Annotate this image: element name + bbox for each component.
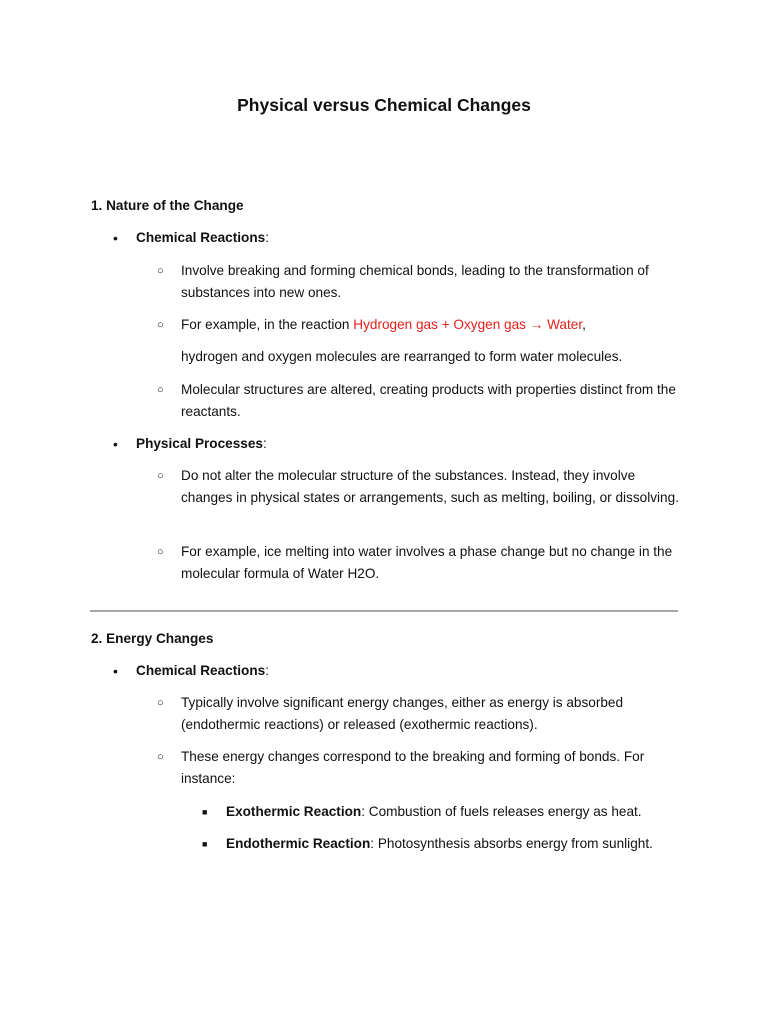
term-label: Chemical Reactions [136, 663, 266, 678]
section-divider [90, 610, 678, 612]
list-item-text: Molecular structures are altered, creating products with properties distinct from the reactants. [181, 382, 676, 419]
section-heading-energy: 2. Energy Changes [91, 631, 214, 646]
bullet-level2: ○ [157, 546, 164, 558]
list-item-endothermic: Endothermic Reaction: Photosynthesis absorbs energy from sunlight. [226, 836, 653, 851]
bullet-level2: ○ [157, 384, 164, 396]
list-item-physical-processes: Physical Processes: [136, 436, 267, 451]
bullet-level2: ○ [157, 265, 164, 277]
bullet-level3: ■ [202, 807, 208, 817]
bullet-level1: • [113, 436, 118, 452]
bullet-level1: • [113, 663, 118, 679]
term-label: Endothermic Reaction [226, 836, 371, 851]
list-item-text: These energy changes correspond to the breaking and forming of bonds. For instance: [181, 749, 645, 786]
list-item-chemical-reactions: Chemical Reactions: [136, 663, 269, 678]
bullet-level2: ○ [157, 697, 164, 709]
paragraph-continuation: hydrogen and oxygen molecules are rearranged to form water molecules. [181, 349, 623, 364]
term-label: Exothermic Reaction [226, 804, 362, 819]
document-title: Physical versus Chemical Changes [237, 95, 531, 115]
list-item-chemical-reactions: Chemical Reactions: [136, 230, 269, 245]
term-label: Chemical Reactions [136, 230, 266, 245]
bullet-level3: ■ [202, 839, 208, 849]
reaction-highlight: Hydrogen gas + Oxygen gas → Water [353, 317, 583, 332]
list-item-text: For example, ice melting into water involves a phase change but no change in the molecular formula of Water H2O. [181, 544, 673, 581]
bullet-level2: ○ [157, 470, 164, 482]
bullet-level2: ○ [157, 751, 164, 763]
list-item-example-reaction: For example, in the reaction Hydrogen gas + Oxygen gas → Water, [181, 317, 586, 332]
list-item-text: Typically involve significant energy changes, either as energy is absorbed (endothermic reactions) or released (exothermic reactions). [181, 695, 624, 732]
list-item-text: Do not alter the molecular structure of the substances. Instead, they involve changes in physical states or arrangements, such as melting, boiling, or dissolving. [181, 468, 679, 505]
bullet-level1: • [113, 230, 118, 246]
list-item-text: Involve breaking and forming chemical bonds, leading to the transformation of substances into new ones. [181, 263, 649, 300]
section-heading-nature: 1. Nature of the Change [91, 198, 244, 213]
list-item-exothermic: Exothermic Reaction: Combustion of fuels releases energy as heat. [226, 804, 642, 819]
bullet-level2: ○ [157, 319, 164, 331]
term-label: Physical Processes [136, 436, 263, 451]
